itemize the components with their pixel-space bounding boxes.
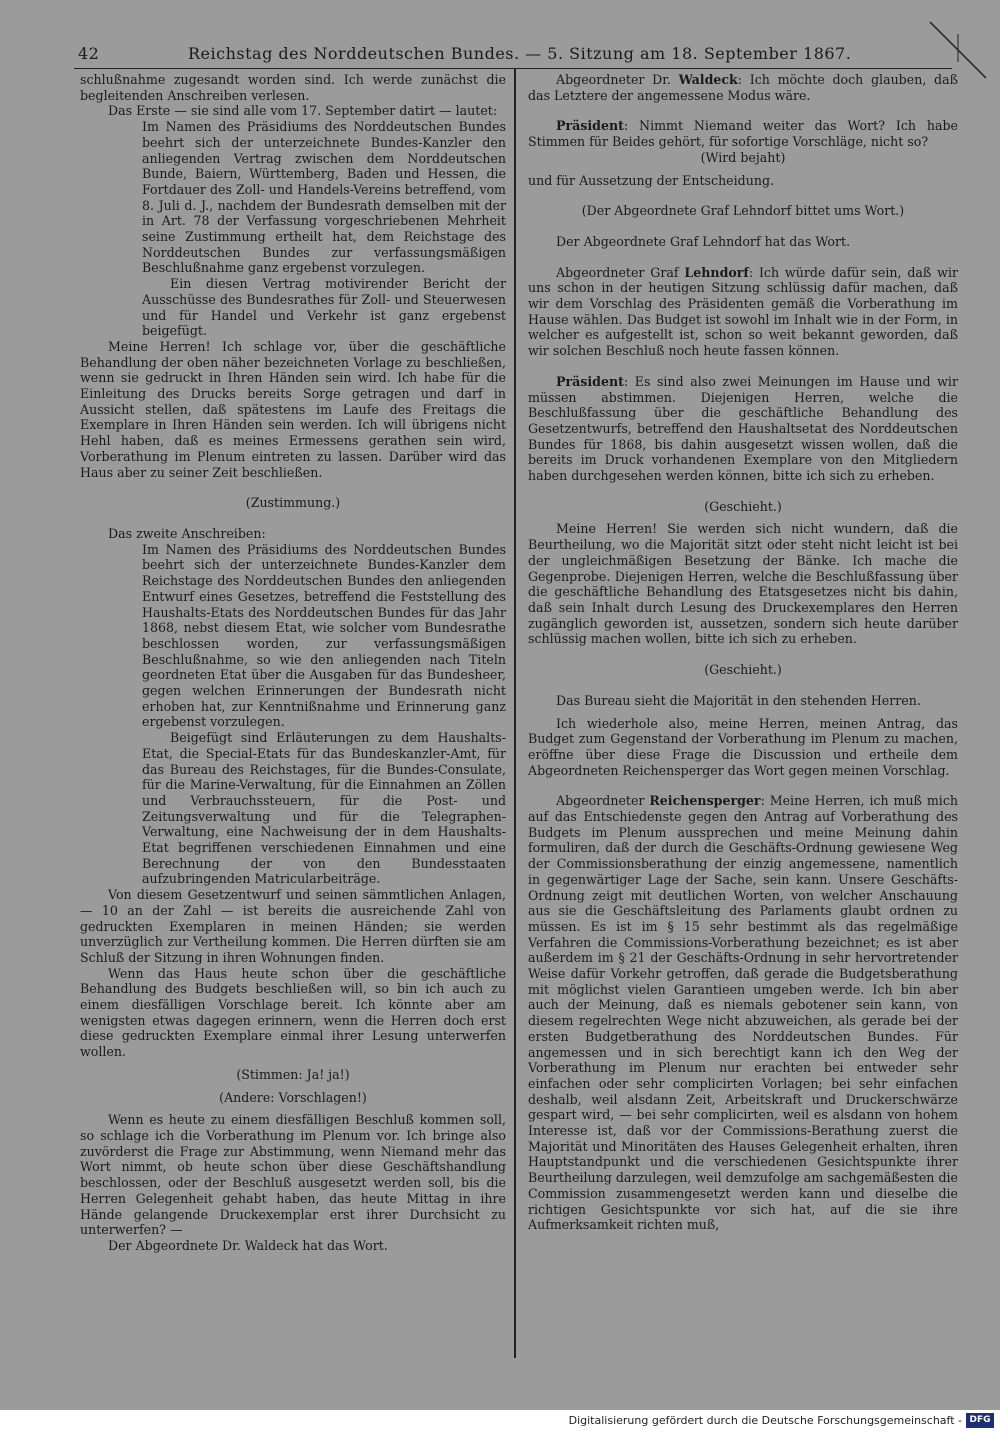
left-column [80, 72, 506, 1254]
paragraph: Das zweite Anschreiben: [108, 525, 266, 541]
paragraph: Der Abgeordnete Dr. Waldeck hat das Wort. [108, 1237, 388, 1253]
right-column [528, 72, 958, 1233]
page-header [70, 38, 950, 68]
speaker-name: Präsident [556, 373, 624, 389]
paragraph: (Wird bejaht) [700, 149, 786, 165]
speaker-name: Reichensperger [649, 793, 761, 809]
running-head: Reichstag des Norddeutschen Bundes. — 5. Sitzung am 18. September 1867. [188, 44, 852, 63]
paragraph-text: Abgeordneter [556, 793, 650, 809]
paragraph: (Geschieht.) [704, 498, 782, 514]
speaker-name: Lehndorf [684, 264, 749, 280]
page-corner-fold-mark [928, 20, 988, 80]
paragraph: Meine Herren! Sie werden sich nicht wundern, daß die Beurtheilung, wo die Majorität sitzt oder steht nicht leicht ist bei der ungleichmäßigen Besetzung der Bänke. Ich mache die Gegenprobe. Diejenigen Herren, welche die Beschlußfassung über die geschäftliche Behandlung des Etatsgesetzes nicht bis dahin, daß sein Inhalt durch Lesung des Druckexemplares den Herren zugänglich geworden ist, aussetzen, sondern sich heute darüber schlüssig machen wollen, bitte ich sich zu erheben. [528, 521, 958, 647]
paragraph: schlußnahme zugesandt worden sind. Ich werde zunächst die begleitenden Anschreiben verlesen. [80, 72, 506, 103]
header-rule [74, 68, 952, 69]
paragraph: Wenn es heute zu einem diesfälligen Beschluß kommen soll, so schlage ich die Vorberathung im Plenum vor. Ich bringe also zuvörderst die Frage zur Abstimmung, wenn Niemand mehr das Wort nimmt, ob heute schon über diese Geschäftshandlung beschlossen, oder der Beschluß ausgesetzt werden soll, bis die Herren Gelegenheit gehabt haben, das heute Mittag in ihre Hände gelangende Druckexemplar erst ihrer Durchsicht zu unterwerfen? — [80, 1112, 506, 1238]
paragraph [528, 793, 958, 1233]
paragraph: Beigefügt sind Erläuterungen zu dem Haushalts-Etat, die Special-Etats für das Bundeskanzler-Amt, für das Bureau des Reichstages, für die Bundes-Consulate, für die Marine-Verwaltung, für die Einnahmen an Zöllen und Verbrauchssteuern, für die Post- und Zeitungsverwaltung und für die Telegraphen-Verwaltung, eine Nachweisung der in dem Haushalts-Etat begriffenen verschiedenen Einnahmen und eine Berechnung der von den Bundesstaaten aufzubringenden Matricularbeiträge. [142, 730, 506, 887]
paragraph: Das Bureau sieht die Majorität in den stehenden Herren. [556, 692, 921, 708]
paragraph: Im Namen des Präsidiums des Norddeutschen Bundes beehrt sich der unterzeichnete Bundes-Kanzler den anliegenden Vertrag zwischen dem Norddeutschen Bunde, Baiern, Württemberg, Baden und Hessen, die Fortdauer des Zoll- und Handels-Vereins betreffend, vom 8. Juli d. J., nachdem der Bundesrath demselben mit der in Art. 78 der Verfassung vorgeschriebenen Mehrheit seine Zustimmung ertheilt hat, dem Reichstage des Norddeutschen Bundes zur verfassungsmäßigen Beschlußnahme ganz ergebenst vorzulegen. [142, 119, 506, 276]
paragraph: (Geschieht.) [704, 662, 782, 678]
dfg-logo: DFG [966, 1413, 994, 1428]
paragraph-text: : Ich würde dafür sein, daß wir uns schon in der heutigen Sitzung schlüssig dafür machen, daß wir dem Vorschlag des Präsidenten gemäß die Vorberathung im Hause wählen. Das Budget ist sowohl im Inhalt wie in der Form, in welcher es aufgestellt ist, schon so weit bekannt geworden, daß wir solchen Beschluß noch heute fassen können. [528, 264, 958, 359]
paragraph: und für Aussetzung der Entscheidung. [528, 172, 775, 188]
paragraph: Im Namen des Präsidiums des Norddeutschen Bundes beehrt sich der unterzeichnete Bundes-Kanzler dem Reichstage des Norddeutschen Bundes den anliegenden Entwurf eines Gesetzes, betreffend die Feststellung des Haushalts-Etats des Norddeutschen Bundes für das Jahr 1868, nebst diesem Etat, wie solcher vom Bundesrathe beschlossen worden, zur verfassungsmäßigen Beschlußnahme, so wie den anliegenden nach Titeln geordneten Etat über die Ausgaben für das Bundesheer, gegen welchen Erinnerungen der Bundesrath nicht erhoben hat, zur Kenntnißnahme und Erinnerung ganz ergebenst vorzulegen. [142, 541, 506, 730]
paragraph: Ein diesen Vertrag motivirender Bericht der Ausschüsse des Bundesrathes für Zoll- und Steuerwesen und für Handel und Verkehr ist ganz ergebenst beigefügt. [142, 276, 506, 339]
paragraph-text: : Ich möchte doch glauben, daß das Letztere der angemessene Modus wäre. [528, 72, 958, 103]
paragraph-text: Abgeordneter Graf [556, 264, 685, 280]
speaker-name: Waldeck [678, 72, 738, 87]
paragraph: Das Erste — sie sind alle vom 17. September datirt — lautet: [108, 103, 498, 119]
paragraph: Der Abgeordnete Graf Lehndorf hat das Wort. [556, 233, 851, 249]
paragraph: Ich wiederhole also, meine Herren, meinen Antrag, das Budget zum Gegenstand der Vorberathung im Plenum zu machen, eröffne über diese Frage die Discussion und ertheile dem Abgeordneten Reichensperger das Wort gegen meinen Vorschlag. [528, 715, 958, 778]
paragraph-text: : Meine Herren, ich muß mich auf das Entschiedenste gegen den Antrag auf Vorberathung des Budgets im Plenum aussprechen und meine Meinung dahin formuliren, daß der durch die Geschäfts-Ordnung gewiesene Weg der Commissionsberathung der einzig angemessene, namentlich in gegenwärtiger Lage der Sache, sein kann. Unsere Geschäfts-Ordnung zeigt mit deutlichen Worten, von welcher Anschauung aus sie die Geschäftsleitung des Parlaments glaubt ordnen zu müssen. Es ist im § 15 sehr bestimmt als das regelmäßige Verfahren die Commissions-Vorberathung bezeichnet; es ist aber außerdem im § 21 der Geschäfts-Ordnung in sehr hervortretender Weise dafür Vorkehr getroffen, daß gerade die Budgetsberathung mit möglichst vielen Garantieen umgeben werde. Ich bin aber auch der Meinung, daß es niemals gebotener sein kann, von diesem regelrechten Wege nicht abzuweichen, als gerade bei der ersten Budgetberathung des Norddeutschen Bundes. Für angemessen und in sich berechtigt kann ich den Weg der Vorberathung im Plenum nur erachten bei entweder sehr einfachen oder sehr complicirten Vorlagen; bei sehr einfachen deshalb, weil alsdann Zeit, Arbeitskraft und Druckerschwärze gespart wird, — bei sehr complicirten, weil es alsdann von hohem Interesse ist, daß vor der Commissions-Berathung zuerst die Majorität und Minoritäten des Hauses Gelegenheit erhalten, ihren Hauptstandpunkt und die verschiedenen Gesichtspunkte ihrer Beurtheilung darzulegen, weil demzufolge am sachgemäßesten die Commission zusammengesetzt werden kann und dieselbe die richtigen Gesichtspunkte vor sich hat, auf die sie ihre Aufmerksamkeit richten muß, [528, 793, 958, 1233]
column-divider [514, 68, 516, 1358]
paragraph [528, 265, 958, 359]
paragraph-text: : Es sind also zwei Meinungen im Hause und wir müssen abstimmen. Diejenigen Herren, welche die Beschlußfassung über die geschäftliche Behandlung des Gesetzentwurfs, betreffend den Haushaltsetat des Norddeutschen Bundes für 1868, bis dahin ausgesetzt wissen wollen, daß die bereits im Druck vorhandenen Exemplare von den Mitgliedern haben durchgesehen werden können, bitte ich sich zu erheben. [528, 373, 958, 484]
paragraph [528, 118, 958, 149]
speaker-name: Präsident [556, 118, 624, 134]
digitization-footer [0, 1410, 1000, 1432]
funding-credit: Digitalisierung gefördert durch die Deutsche Forschungsgemeinschaft - [568, 1414, 962, 1427]
paragraph: Von diesem Gesetzentwurf und seinen sämmtlichen Anlagen, — 10 an der Zahl — ist bereits die ausreichende Zahl von gedruckten Exemplaren in meinen Händen; sie werden unverzüglich zur Vertheilung kommen. Die Herren dürften sie am Schluß der Sitzung in ihren Wohnungen finden. [80, 887, 506, 965]
paragraph: (Andere: Vorschlagen!) [219, 1089, 367, 1105]
page-number: 42 [78, 44, 100, 63]
paragraph: (Zustimmung.) [245, 495, 341, 511]
paragraph [528, 374, 958, 484]
paragraph [528, 72, 958, 103]
paragraph: (Der Abgeordnete Graf Lehndorf bittet ums Wort.) [581, 203, 905, 219]
paragraph: Meine Herren! Ich schlage vor, über die geschäftliche Behandlung der oben näher bezeichneten Vorlage zu beschließen, wenn sie gedruckt in Ihren Händen sein wird. Ich habe für die Einleitung des Drucks bereits Sorge getragen und darf in Aussicht stellen, daß spätestens im Laufe des Freitags die Exemplare in Ihren Händen sein werden. Ich will übrigens nicht Hehl haben, daß es meines Ermessens gerathen sein wird, Vorberathung im Plenum eintreten zu lassen. Darüber wird das Haus aber zu seiner Zeit beschließen. [80, 338, 506, 480]
paragraph: (Stimmen: Ja! ja!) [236, 1066, 350, 1082]
paragraph: Wenn das Haus heute schon über die geschäftliche Behandlung des Budgets beschließen will, so bin ich auch zu einem diesfälligen Vorschlage bereit. Ich könnte aber am wenigsten etwas dagegen erinnern, wenn die Herren doch erst diese gedruckten Exemplare einmal ihrer Lesung unterwerfen wollen. [80, 965, 506, 1060]
paragraph-text: : Nimmt Niemand weiter das Wort? Ich habe Stimmen für Beides gehört, für sofortige Vorschläge, nicht so? [528, 118, 958, 150]
paragraph-text: Abgeordneter Dr. [556, 72, 679, 87]
